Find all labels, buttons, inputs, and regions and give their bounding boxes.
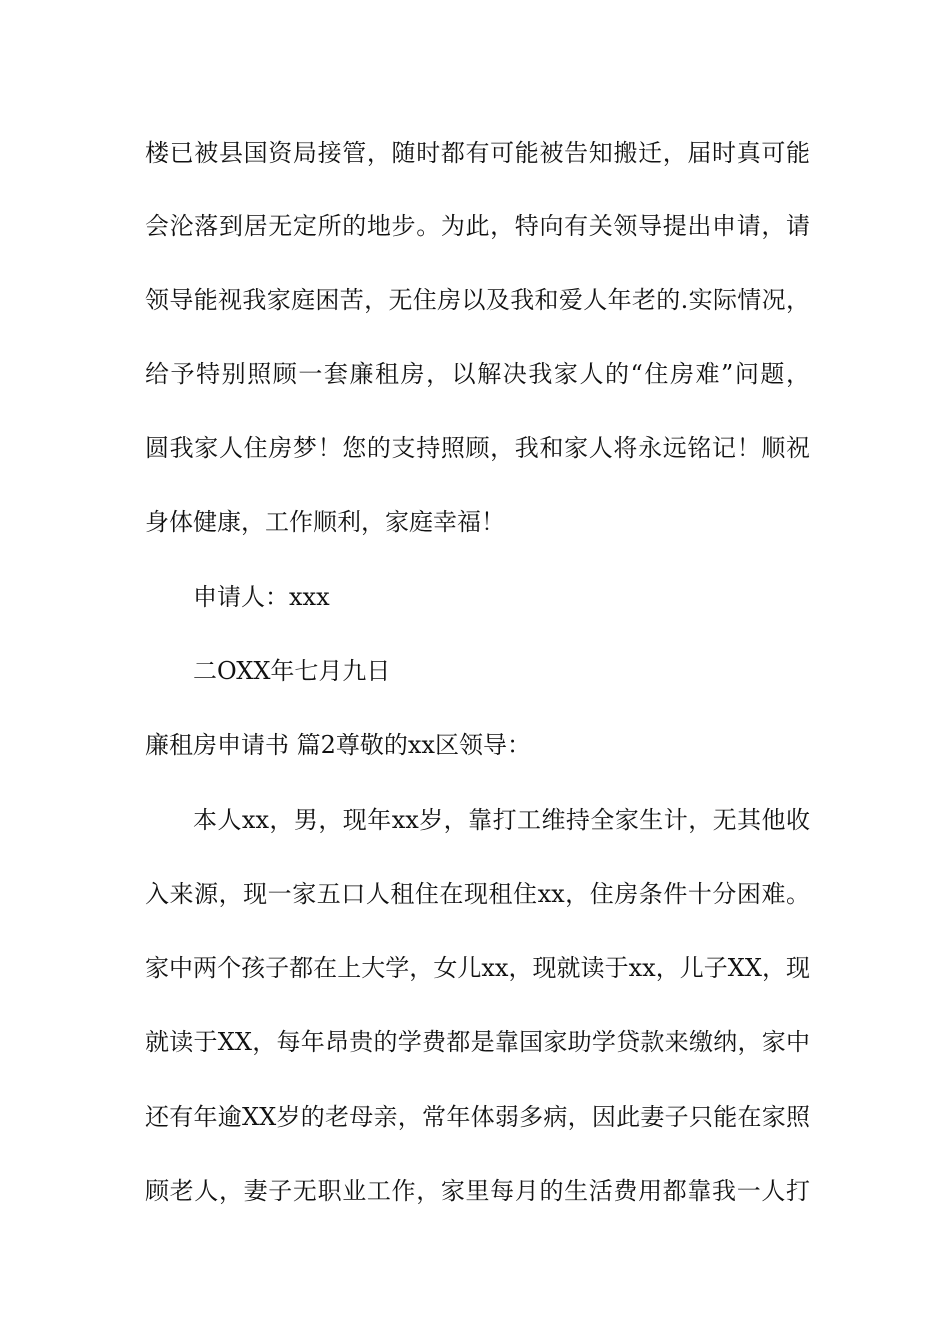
applicant-signature: 申请人：xxx: [193, 583, 330, 611]
body-text-line: 会沦落到居无定所的地步。为此，特向有关领导提出申请，请: [145, 212, 810, 240]
body-text-line: 入来源，现一家五口人租住在现租住xx，住房条件十分困难。: [145, 880, 810, 908]
body-text-line: 给予特别照顾一套廉租房，以解决我家人的“住房难”问题，: [145, 360, 810, 388]
body-text-line: 家中两个孩子都在上大学，女儿xx，现就读于xx，儿子XX，现: [145, 954, 810, 982]
body-text-line: 顾老人，妻子无职业工作，家里每月的生活费用都靠我一人打: [145, 1177, 810, 1205]
body-text-line: 还有年逾XX岁的老母亲，常年体弱多病，因此妻子只能在家照: [145, 1103, 810, 1131]
body-text-line: 圆我家人住房梦！您的支持照顾，我和家人将永远铭记！顺祝: [145, 434, 810, 462]
body-text-line: 领导能视我家庭困苦，无住房以及我和爱人年老的.实际情况，: [145, 286, 810, 314]
body-text-line: 楼已被县国资局接管，随时都有可能被告知搬迁，届时真可能: [145, 139, 810, 167]
body-text-line: 身体健康，工作顺利，家庭幸福！: [145, 508, 505, 536]
body-text-line: 就读于XX，每年昂贵的学费都是靠国家助学贷款来缴纳，家中: [145, 1028, 810, 1056]
section-heading: 廉租房申请书 篇2尊敬的xx区领导：: [145, 731, 531, 759]
body-text-line: 本人xx，男，现年xx岁，靠打工维持全家生计，无其他收: [193, 806, 810, 834]
letter-date: 二OXX年七月九日: [193, 657, 391, 685]
